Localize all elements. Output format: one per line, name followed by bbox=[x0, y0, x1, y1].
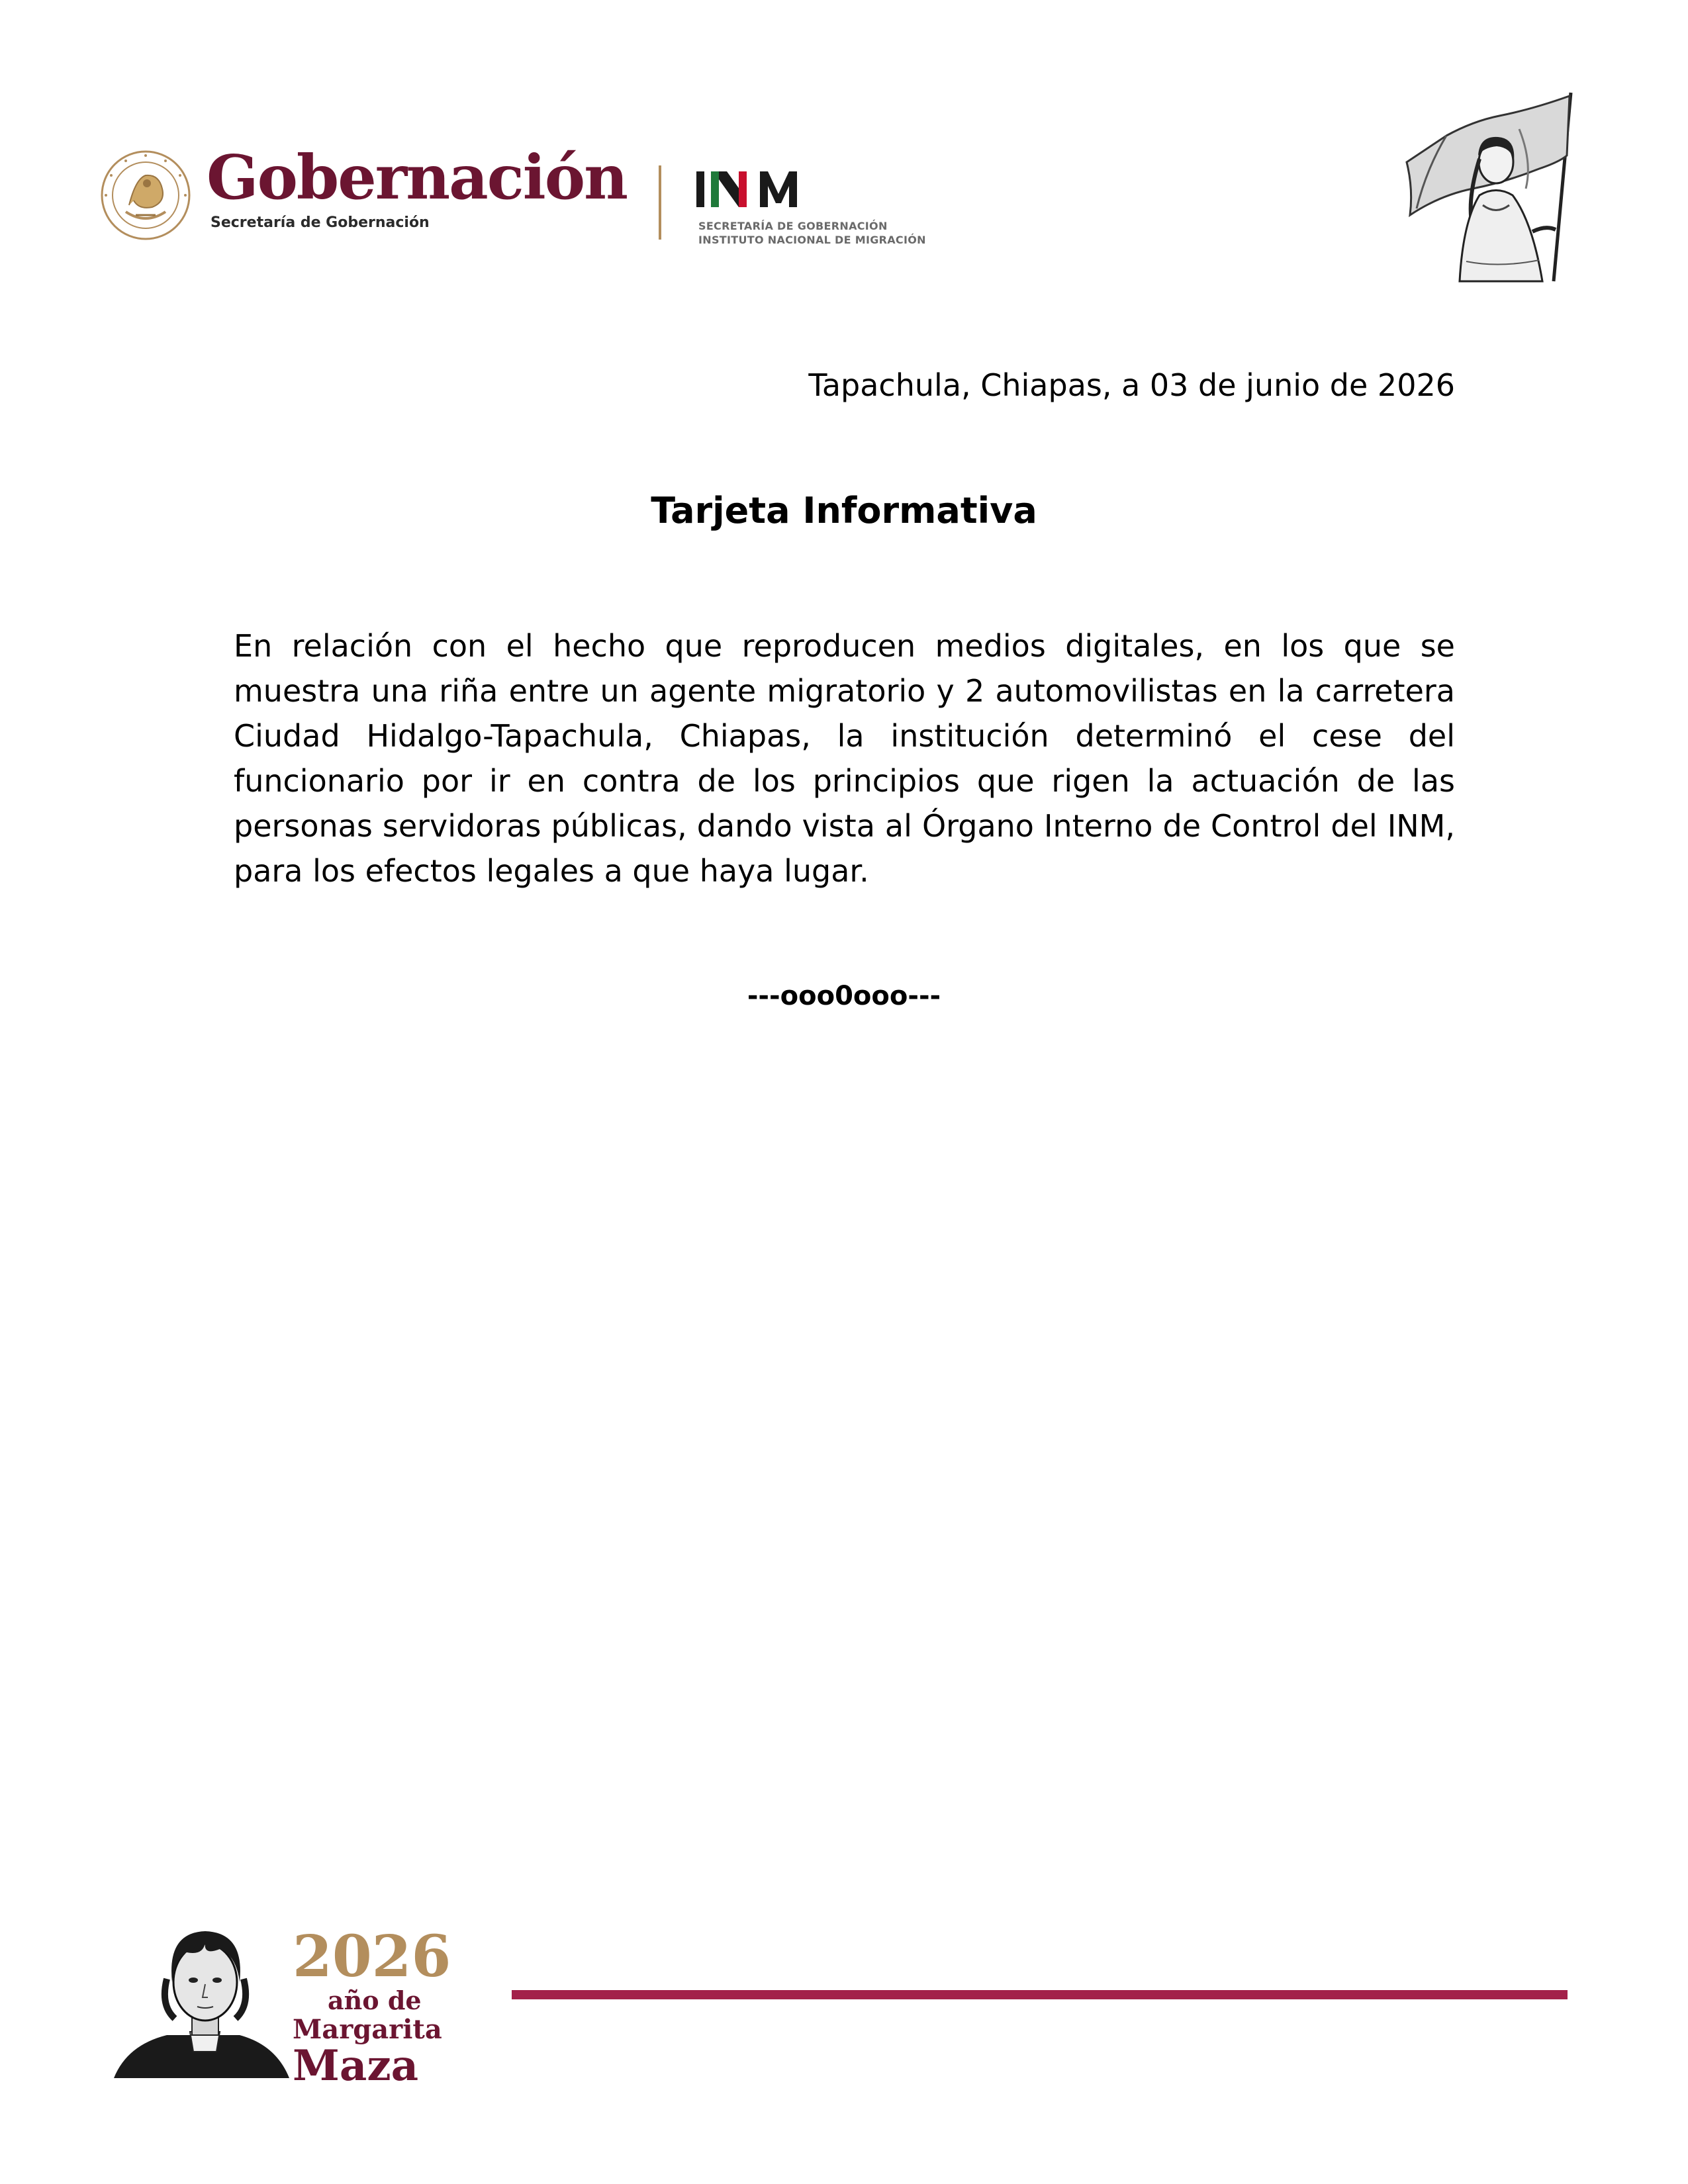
margarita-maza-portrait bbox=[114, 1919, 296, 2078]
coat-of-arms-seal-icon bbox=[99, 149, 192, 242]
commemorative-line3: Margarita bbox=[293, 2014, 442, 2045]
date-line: Tapachula, Chiapas, a 03 de junio de 2026 bbox=[808, 367, 1455, 403]
body-paragraph: En relación con el hecho que reproducen medios digitales, en los que se muestra una riña entre un agente migratorio y 2 automovilistas en la carretera Ciudad Hidalgo-Tapachula, Chiapas, la institución determinó el cese del funcionario por ir en contra de los principios que rigen la actuación de las personas servidoras públicas, dando vista al Órgano Interno de Control del INM, para los efectos legales a que haya lugar. bbox=[234, 628, 1455, 889]
gobernacion-wordmark: Gobernación bbox=[207, 142, 627, 213]
commemorative-line2: año de bbox=[328, 1985, 422, 2015]
commemorative-line4: Maza bbox=[293, 2041, 419, 2091]
flag-bearer-heroine-illustration bbox=[1400, 89, 1592, 285]
closing-mark: ---ooo0ooo--- bbox=[747, 981, 941, 1011]
document-title: Tarjeta Informativa bbox=[651, 490, 1037, 531]
inm-logo-icon bbox=[696, 169, 822, 210]
inm-subtitle-line1: SECRETARÍA DE GOBERNACIÓN bbox=[698, 220, 888, 232]
inm-subtitle-line2: INSTITUTO NACIONAL DE MIGRACIÓN bbox=[698, 234, 926, 246]
footer-rule bbox=[512, 1990, 1568, 1999]
commemorative-year: 2026 bbox=[293, 1923, 451, 1990]
gobernacion-subtitle: Secretaría de Gobernación bbox=[211, 214, 430, 231]
header-divider bbox=[659, 165, 661, 240]
